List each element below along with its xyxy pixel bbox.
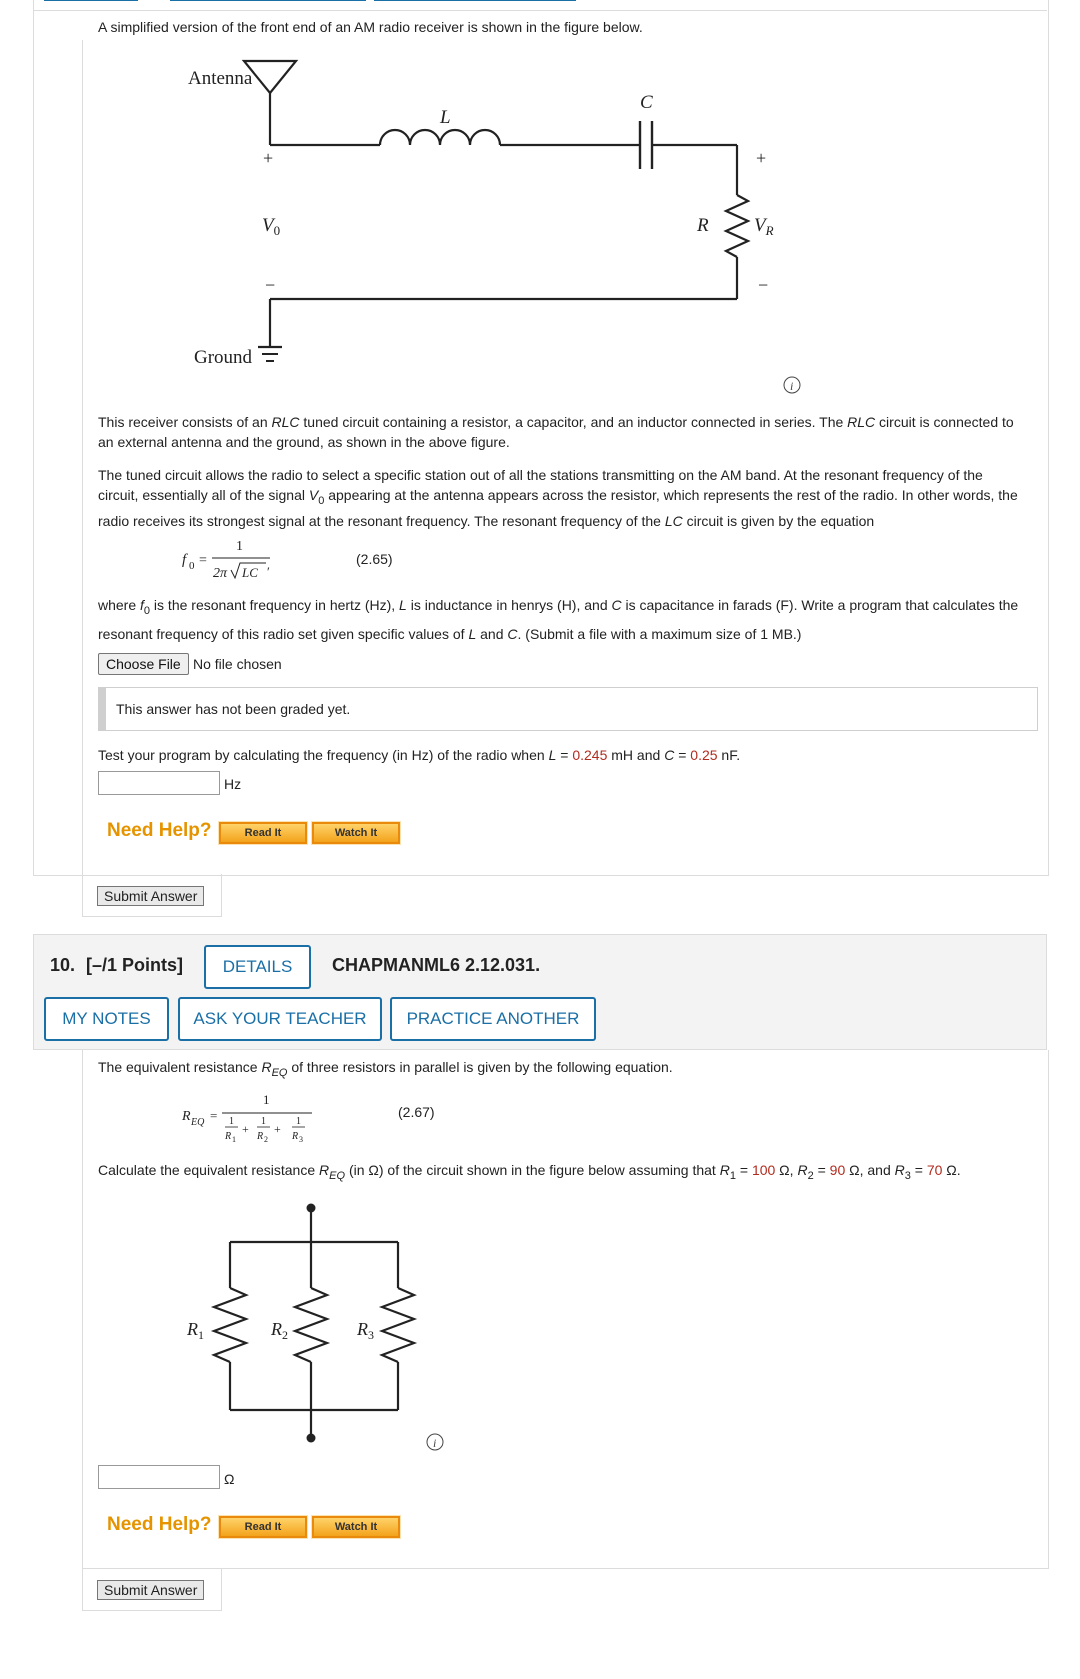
question-code: CHAPMANML6 2.12.031. — [332, 955, 541, 975]
frequency-answer-input[interactable] — [98, 771, 220, 795]
info-icon — [784, 377, 800, 393]
question-intro: A simplified version of the front end of an AM radio receiver is shown in the figure below. — [98, 19, 643, 35]
svg-text:0: 0 — [189, 560, 195, 572]
svg-text:1: 1 — [229, 1116, 234, 1127]
need-help-label: Need Help? — [107, 820, 212, 841]
resistance-unit: Ω — [224, 1471, 235, 1487]
my-notes-button[interactable]: MY NOTES — [44, 997, 169, 1041]
svg-text:1: 1 — [232, 1135, 236, 1144]
inductor-symbol — [380, 130, 500, 145]
q10-intro: The equivalent resistance $R_{EQ}$ of three resistors in parallel is given by the following equation. — [98, 1059, 673, 1079]
no-file-chosen-label: No file chosen — [193, 656, 282, 672]
svg-text:1: 1 — [236, 539, 243, 554]
choose-file-button[interactable]: Choose File — [98, 653, 189, 675]
r3-label: $R_3$ — [357, 1319, 374, 1342]
ground-label: Ground — [194, 347, 253, 368]
ask-your-teacher-button[interactable]: ASK YOUR TEACHER — [178, 997, 382, 1041]
frequency-unit: Hz — [224, 776, 242, 792]
svg-text:LC: LC — [242, 565, 258, 580]
svg-text:R: R — [292, 1131, 299, 1142]
submit-answer-button[interactable]: Submit Answer — [97, 886, 204, 906]
svg-text:R: R — [257, 1131, 264, 1142]
svg-text:R: R — [225, 1131, 232, 1142]
read-it-button[interactable]: Read It — [219, 1516, 307, 1538]
details-button[interactable]: DETAILS — [204, 945, 311, 989]
need-help-label: Need Help? — [107, 1514, 212, 1535]
svg-text:2π: 2π — [213, 566, 228, 581]
info-icon — [427, 1434, 443, 1450]
watch-it-button[interactable]: Watch It — [312, 1516, 400, 1538]
r1-label: $R_1$ — [187, 1319, 204, 1342]
question-points: [–/1 Points] — [86, 955, 184, 975]
resistor-r2 — [295, 1288, 327, 1362]
am-radio-circuit-figure — [170, 55, 810, 400]
graded-status-box — [98, 687, 1038, 731]
vr-plus: + — [756, 148, 767, 168]
bottom-terminal — [307, 1434, 316, 1443]
svg-text:i: i — [790, 379, 794, 393]
paragraph-rlc-description: This receiver consists of an RLC tuned circuit containing a resistor, a capacitor, and an inductor connected in series. The RLC circuit is connected to an external antenna and the ground, as shown in the above figure. — [98, 414, 1014, 450]
svg-text:i: i — [433, 1436, 437, 1450]
v0-plus: + — [263, 148, 274, 168]
q10-calculate-instructions: Calculate the equivalent resistance $R_{EQ}$ (in Ω) of the circuit shown in the figure below assuming that $R_1 = 100$ Ω, $R_2 = 90$ Ω, and $R_3 = 70$ Ω. — [98, 1162, 961, 1182]
svg-text:+: + — [242, 1122, 249, 1136]
equation-number: (2.67) — [398, 1104, 435, 1120]
test-instructions: Test your program by calculating the frequency (in Hz) of the radio when L = 0.245 mH and C = 0.25 nF. — [98, 747, 741, 763]
svg-text:f: f — [182, 552, 187, 568]
top-tab-remnant — [374, 0, 576, 1]
question-number: 10. — [50, 955, 76, 975]
graded-status-text: This answer has not been graded yet. — [116, 701, 351, 717]
svg-text:2: 2 — [264, 1135, 268, 1144]
given-r1: 100 — [751, 1162, 776, 1178]
vr-minus: − — [758, 275, 769, 295]
resistance-answer-input[interactable] — [98, 1465, 220, 1489]
practice-another-button[interactable]: PRACTICE ANOTHER — [390, 997, 596, 1041]
resistor-r1 — [214, 1288, 246, 1362]
top-tab-remnant — [170, 0, 366, 1]
antenna-label: Antenna — [188, 68, 253, 89]
capacitor-label: C — [640, 92, 653, 113]
top-rule — [33, 10, 1047, 11]
left-content-border — [82, 40, 83, 874]
read-it-button[interactable]: Read It — [219, 822, 307, 844]
svg-text:R: R — [182, 1109, 191, 1124]
r2-label: $R_2$ — [271, 1319, 288, 1342]
equation-number: (2.65) — [356, 551, 393, 567]
v0-minus: − — [265, 275, 276, 295]
svg-text:1: 1 — [263, 1092, 270, 1107]
svg-text:EQ: EQ — [191, 1117, 205, 1128]
svg-text:=: = — [199, 553, 207, 568]
resistor-r3 — [382, 1288, 414, 1362]
resonant-frequency-equation — [180, 534, 420, 584]
paragraph-tuned-circuit: The tuned circuit allows the radio to select a specific station out of all the stations transmitting on the AM band. At the resonant frequency of the circuit, essentially all of the signal $V_0$ appearing at the antenna appears across the resistor, which represents the rest of the radio. In other words, the radio receives its strongest signal at the resonant frequency. The resonant frequency of the LC circuit is given by the equation — [98, 467, 1018, 529]
ground-icon — [258, 347, 282, 361]
equivalent-resistance-equation — [180, 1088, 460, 1148]
submit-answer-button[interactable]: Submit Answer — [97, 1580, 204, 1600]
given-r2: 90 — [829, 1162, 846, 1178]
v0-label: $V_0$ — [262, 215, 281, 238]
paragraph-where: where $f_0$ is the resonant frequency in hertz (Hz), L is inductance in henrys (H), and C is capacitance in farads (F). Write a program that calculates the resonant frequency of this radio set given specific values of L and C. (Submit a file with a maximum size of 1 MB.) — [98, 597, 1019, 642]
inductor-label: L — [440, 107, 451, 128]
resistor-label: R — [697, 215, 709, 236]
watch-it-button[interactable]: Watch It — [312, 822, 400, 844]
svg-text:′: ′ — [267, 564, 270, 579]
given-r3: 70 — [926, 1162, 943, 1178]
top-tab-remnant — [44, 0, 138, 1]
parallel-resistors-figure — [180, 1198, 460, 1458]
svg-text:+: + — [274, 1122, 281, 1136]
given-capacitance: 0.25 — [690, 747, 718, 763]
resistor-symbol — [726, 195, 748, 257]
svg-text:1: 1 — [296, 1116, 301, 1127]
svg-text:=: = — [210, 1108, 218, 1123]
svg-text:1: 1 — [261, 1116, 266, 1127]
given-inductance: 0.245 — [572, 747, 608, 763]
vr-label: $V_R$ — [754, 215, 774, 238]
svg-text:3: 3 — [299, 1135, 303, 1144]
